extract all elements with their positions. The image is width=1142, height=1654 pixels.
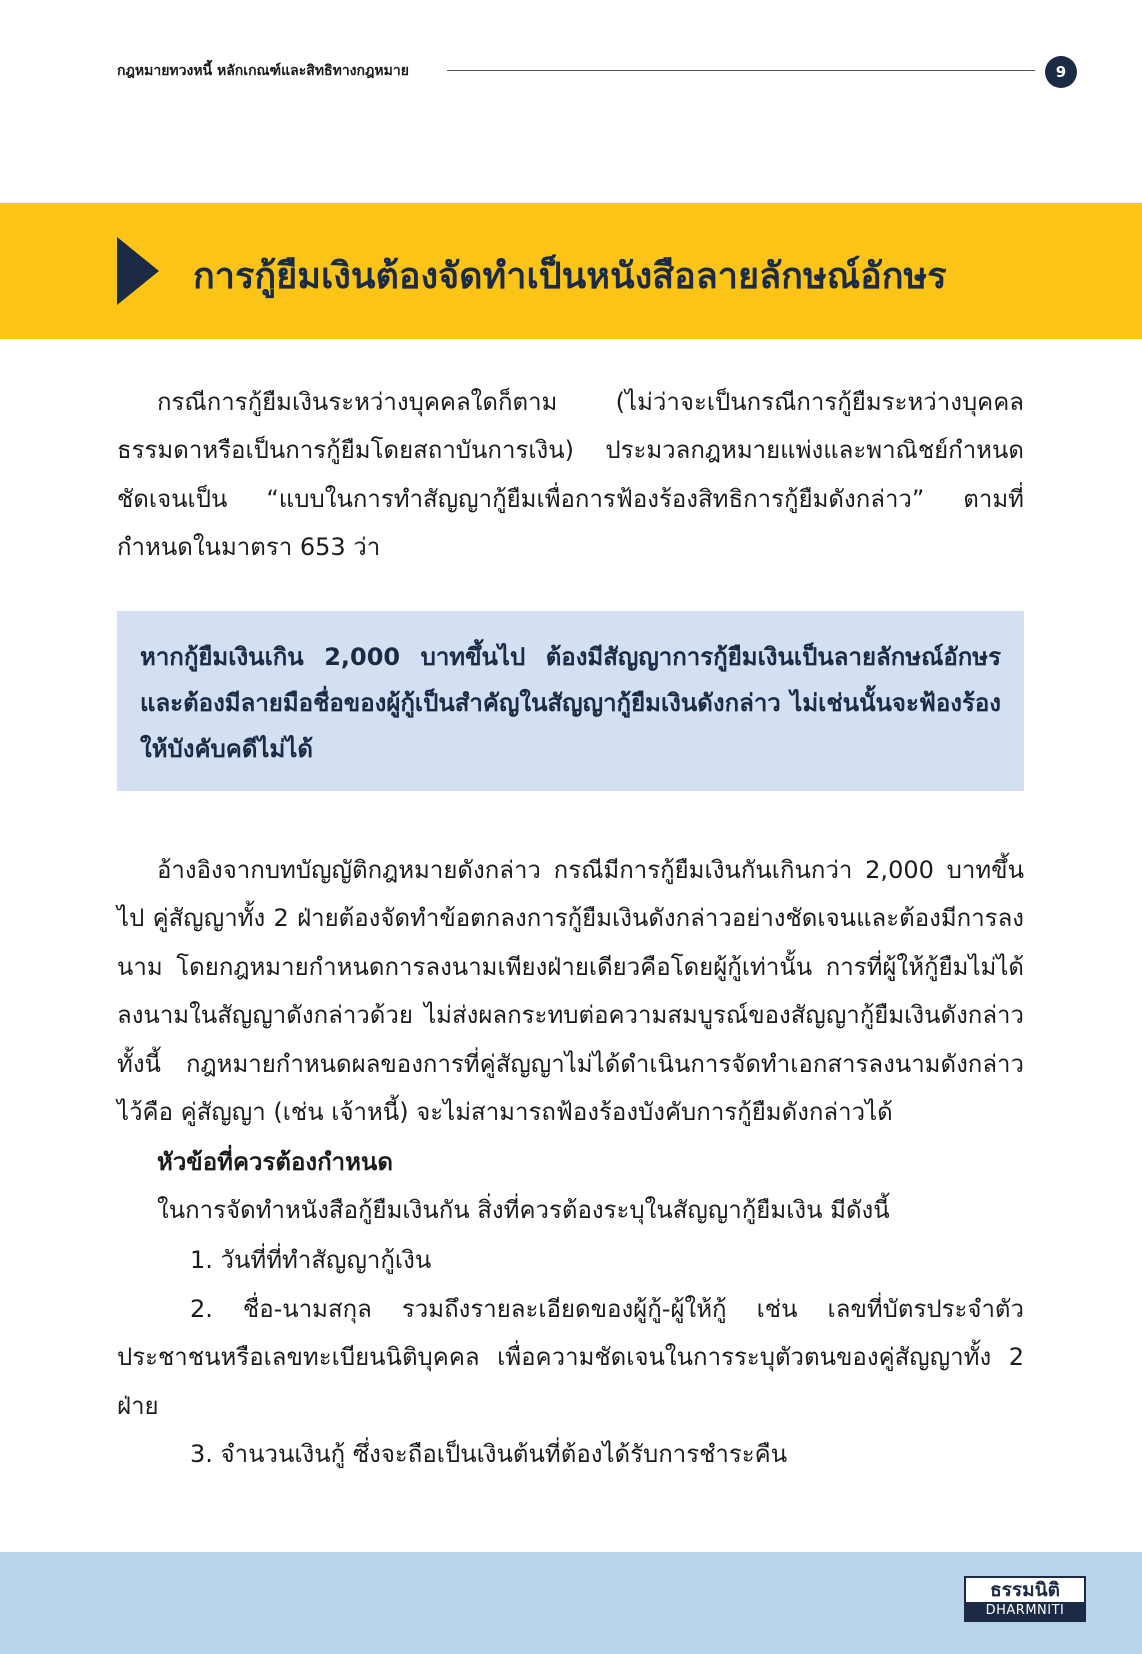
intro-paragraph: กรณีการกู้ยืมเงินระหว่างบุคคลใดก็ตาม (ไม่ว่าจะเป็นกรณีการกู้ยืมระหว่างบุคคลธรรมดาหรือเป็นการกู้ยืมโดยสถาบันการเงิน) ประมวลกฎหมายแพ่งและพาณิชย์กำหนดชัดเจนเป็น “แบบในการทำสัญญากู้ยืมเพื่อการฟ้องร้องสิทธิการกู้ยืมดังกล่าว” ตามที่กำหนดในมาตรา 653 ว่า bbox=[117, 388, 1024, 562]
footer-band bbox=[0, 1552, 1142, 1654]
running-header bbox=[117, 58, 1077, 88]
list-intro: ในการจัดทำหนังสือกู้ยืมเงินกัน สิ่งที่ควรต้องระบุในสัญญากู้ยืมเงิน มีดังนี้ bbox=[157, 1196, 890, 1224]
running-title: กฎหมายทวงหนี้ หลักเกณฑ์และสิทธิทางกฎหมาย bbox=[117, 63, 409, 79]
list-item: 3. จำนวนเงินกู้ ซึ่งจะถือเป็นเงินต้นที่ต้องได้รับการชำระคืน bbox=[190, 1440, 788, 1468]
header-rule bbox=[447, 70, 1035, 71]
chapter-heading: การกู้ยืมเงินต้องจัดทำเป็นหนังสือลายลักษณ์อักษร bbox=[193, 256, 947, 297]
second-paragraph: อ้างอิงจากบทบัญญัติกฎหมายดังกล่าว กรณีมีการกู้ยืมเงินกันเกินกว่า 2,000 บาทขึ้นไป คู่สัญญาทั้ง 2 ฝ่ายต้องจัดทำข้อตกลงการกู้ยืมเงินดังกล่าวอย่างชัดเจนและต้องมีการลงนาม โดยกฎหมายกำหนดการลงนามเพียงฝ่ายเดียวคือโดยผู้กู้เท่านั้น การที่ผู้ให้กู้ยืมไม่ได้ลงนามในสัญญาดังกล่าวด้วย ไม่ส่งผลกระทบต่อความสมบูรณ์ของสัญญากู้ยืมเงินดังกล่าว ทั้งนี้ กฎหมายกำหนดผลของการที่คู่สัญญาไม่ได้ดำเนินการจัดทำเอกสารลงนามดังกล่าวไว้คือ คู่สัญญา (เช่น เจ้าหนี้) จะไม่สามารถฟ้องร้องบังคับการกู้ยืมดังกล่าวได้ bbox=[117, 856, 1024, 1127]
list-item: 1. วันที่ที่ทำสัญญากู้เงิน bbox=[190, 1246, 432, 1274]
requirements-list bbox=[117, 1236, 1024, 1479]
triangle-arrow-icon bbox=[117, 237, 159, 305]
chapter-heading-band bbox=[0, 203, 1142, 339]
logo-text-th: ธรรมนิติ bbox=[990, 1579, 1060, 1601]
list-item: 2. ชื่อ-นามสกุล รวมถึงรายละเอียดของผู้กู้-ผู้ให้กู้ เช่น เลขที่บัตรประจำตัวประชาชนหรือเลขทะเบียนนิติบุคคล เพื่อความชัดเจนในการระบุตัวตนของคู่สัญญาทั้ง 2 ฝ่าย bbox=[117, 1294, 1024, 1420]
page-number-badge: 9 bbox=[1045, 56, 1077, 88]
section-subheading: หัวข้อที่ควรต้องกำหนด bbox=[157, 1148, 393, 1176]
publisher-logo bbox=[964, 1576, 1086, 1622]
logo-text-en: DHARMNITI bbox=[966, 1602, 1084, 1620]
law-quote-box: หากกู้ยืมเงินเกิน 2,000 บาทขึ้นไป ต้องมีสัญญาการกู้ยืมเงินเป็นลายลักษณ์อักษรและต้องมีลายมือชื่อของผู้กู้เป็นสำคัญในสัญญากู้ยืมเงินดังกล่าว ไม่เช่นนั้นจะฟ้องร้องให้บังคับคดีไม่ได้ bbox=[117, 611, 1024, 791]
